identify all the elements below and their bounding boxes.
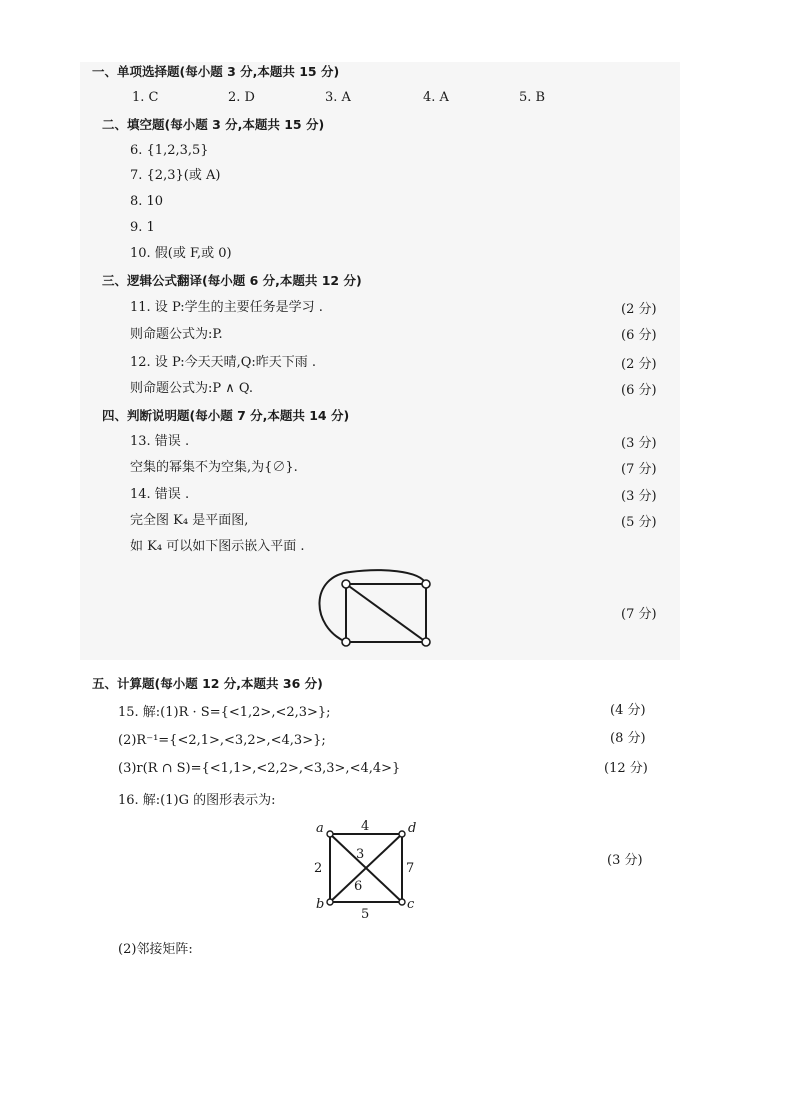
weight-db: 6	[354, 879, 363, 894]
s3-line-3: 12. 设 P:今天天晴,Q:昨天下雨 .	[130, 355, 317, 370]
s5-line-2: (2)R⁻¹={<2,1>,<3,2>,<4,3>};	[118, 733, 326, 748]
fill-item-6: 6. {1,2,3,5}	[130, 143, 209, 158]
s4-line-1: 13. 错误 .	[130, 434, 190, 449]
fill-item-9: 9. 1	[130, 220, 155, 235]
answer-2: 2. D	[228, 90, 255, 105]
s3-points-4: (6 分)	[621, 383, 657, 398]
s3-line-4: 则命题公式为:P ∧ Q.	[130, 381, 254, 396]
s5-points-1: (4 分)	[610, 703, 646, 718]
s5-line-4: 16. 解:(1)G 的图形表示为:	[118, 793, 276, 808]
weighted-graph-figure	[306, 816, 426, 922]
fill-item-10: 10. 假(或 F,或 0)	[130, 246, 232, 261]
s4-points-3: (3 分)	[621, 489, 657, 504]
s3-points-3: (2 分)	[621, 357, 657, 372]
weight-dc: 7	[406, 861, 415, 876]
s4-line-5: 如 K₄ 可以如下图示嵌入平面 .	[130, 539, 305, 554]
weight-bc: 5	[361, 907, 370, 922]
section3-heading: 三、逻辑公式翻译(每小题 6 分,本题共 12 分)	[102, 273, 362, 288]
s5-line-3: (3)r(R ∩ S)={<1,1>,<2,2>,<3,3>,<4,4>}	[118, 761, 401, 776]
s3-points-2: (6 分)	[621, 328, 657, 343]
graph-vertex	[399, 899, 405, 905]
graph-points: (3 分)	[607, 853, 643, 868]
s4-points-4: (5 分)	[621, 515, 657, 530]
s4-line-3: 14. 错误 .	[130, 487, 190, 502]
s3-line-1: 11. 设 P:学生的主要任务是学习 .	[130, 300, 323, 315]
graph-vertex	[327, 899, 333, 905]
adjacency-matrix-label: (2)邻接矩阵:	[118, 942, 193, 957]
vertex-label-a: a	[316, 821, 324, 836]
s5-points-3: (12 分)	[604, 761, 648, 776]
vertex-label-c: c	[407, 897, 415, 912]
vertex-label-b: b	[316, 897, 325, 912]
s3-line-2: 则命题公式为:P.	[130, 327, 223, 342]
graph-vertex	[327, 831, 333, 837]
section5-heading: 五、计算题(每小题 12 分,本题共 36 分)	[92, 676, 323, 691]
section1-heading: 一、单项选择题(每小题 3 分,本题共 15 分)	[92, 64, 340, 79]
weight-ab: 2	[314, 861, 323, 876]
answer-1: 1. C	[132, 90, 159, 105]
k4-vertex	[342, 580, 350, 588]
answer-3: 3. A	[325, 90, 351, 105]
vertex-label-d: d	[408, 821, 417, 836]
weight-ad: 4	[361, 819, 370, 834]
k4-vertex	[342, 638, 350, 646]
answer-4: 4. A	[423, 90, 449, 105]
section2-heading: 二、填空题(每小题 3 分,本题共 15 分)	[102, 117, 325, 132]
s4-line-4: 完全图 K₄ 是平面图,	[130, 513, 249, 528]
s4-line-2: 空集的幂集不为空集,为{∅}.	[130, 460, 298, 475]
s5-line-1: 15. 解:(1)R · S={<1,2>,<2,3>};	[118, 705, 331, 720]
fill-item-8: 8. 10	[130, 194, 164, 209]
answer-5: 5. B	[519, 90, 546, 105]
k4-edge-diagonal	[346, 584, 426, 642]
fill-item-7: 7. {2,3}(或 A)	[130, 168, 221, 183]
s5-points-2: (8 分)	[610, 731, 646, 746]
s4-points-1: (3 分)	[621, 436, 657, 451]
s3-points-1: (2 分)	[621, 302, 657, 317]
k4-figure-points: (7 分)	[621, 607, 657, 622]
graph-vertex	[399, 831, 405, 837]
k4-vertex	[422, 580, 430, 588]
k4-vertex	[422, 638, 430, 646]
weight-ac: 3	[356, 847, 365, 862]
s4-points-2: (7 分)	[621, 462, 657, 477]
k4-planar-figure	[310, 566, 450, 658]
section4-heading: 四、判断说明题(每小题 7 分,本题共 14 分)	[102, 408, 350, 423]
